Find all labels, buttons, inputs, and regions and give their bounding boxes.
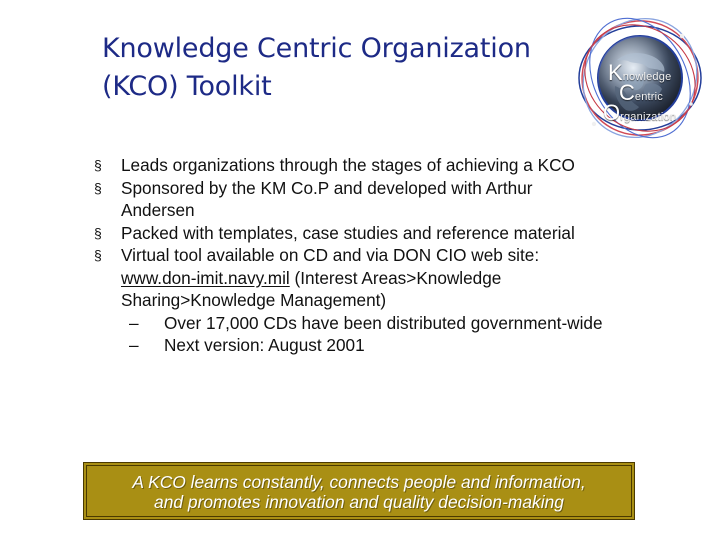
bullet-item-3 — [94, 222, 694, 245]
kco-quote-line-2: and promotes innovation and quality decision-making — [154, 492, 564, 512]
bullet-list — [94, 154, 694, 357]
bullet-item-2 — [94, 177, 694, 222]
bullet-marker: § — [94, 157, 102, 173]
sub-bullet-marker: – — [129, 312, 139, 333]
slide-title-line-1: Knowledge Centric Organization — [102, 33, 531, 64]
bullet-text-line-3: Sharing>Knowledge Management) — [121, 290, 387, 310]
bullet-text-line-1: Sponsored by the KM Co.P and developed with Arthur — [121, 177, 533, 198]
logo-text — [570, 12, 710, 144]
logo-line-3 — [603, 100, 676, 126]
sub-bullet-marker: – — [129, 335, 139, 355]
sub-bullet-item-2 — [94, 334, 694, 357]
logo-line-2-cap: C — [619, 80, 635, 105]
sub-bullet-text: Over 17,000 CDs have been distributed government-wide — [164, 312, 603, 333]
bullet-item-4 — [94, 244, 694, 312]
bullet-item-1 — [94, 154, 694, 177]
slide-title — [102, 30, 582, 106]
bullet-text-line-1: Virtual tool available on CD and via DON CIO web site: — [121, 245, 540, 265]
bullet-link-suffix: (Interest Areas>Knowledge — [289, 267, 502, 288]
sub-bullet-item-1 — [94, 312, 694, 335]
bullet-text-line-2: Andersen — [121, 200, 195, 220]
bullet-marker: § — [94, 224, 102, 241]
logo-line-3-cap: O — [603, 100, 621, 125]
logo-line-1-cap: K — [608, 60, 623, 85]
kco-quote-box — [83, 462, 635, 520]
bullet-text-line-2 — [121, 267, 694, 290]
bullet-marker: § — [94, 179, 102, 196]
sub-bullet-text: Next version: August 2001 — [164, 335, 365, 355]
logo-line-3-rest: rganization — [620, 111, 677, 123]
bullet-marker: § — [94, 247, 102, 263]
kco-globe-logo-icon — [570, 12, 710, 144]
bullet-text: Leads organizations through the stages of achieving a KCO — [121, 155, 575, 175]
logo-line-1-rest: nowledge — [622, 71, 672, 83]
bullet-text: Packed with templates, case studies and reference material — [121, 222, 575, 243]
don-cio-website-link[interactable]: www.don-imit.navy.mil — [121, 267, 290, 288]
logo-line-2-rest: entric — [634, 91, 663, 103]
slide-title-line-2: (KCO) Toolkit — [102, 71, 272, 102]
kco-quote-line-1: A KCO learns constantly, connects people and information, — [132, 472, 586, 492]
